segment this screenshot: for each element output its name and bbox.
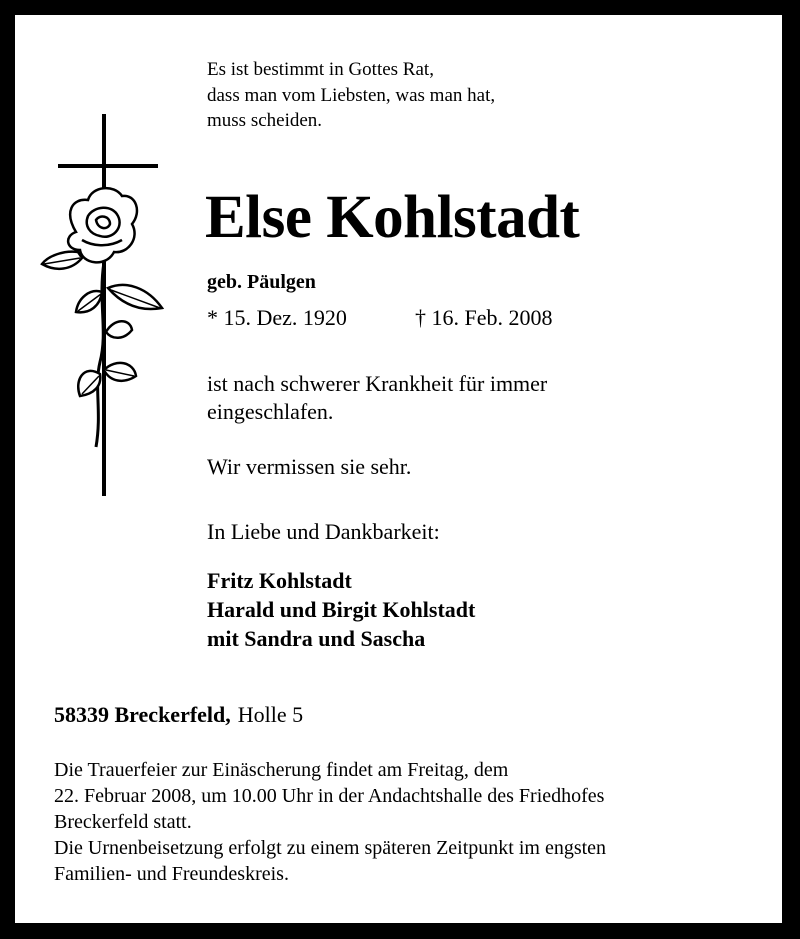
mourner-name: mit Sandra und Sascha [207, 626, 426, 651]
miss-line: Wir vermissen sie sehr. [207, 454, 412, 479]
verse-line: dass man vom Liebsten, was man hat, [207, 85, 496, 106]
message-line: eingeschlafen. [207, 399, 334, 424]
address-street: Holle 5 [237, 702, 304, 727]
deceased-name: Else Kohlstadt [205, 184, 580, 251]
death-date: † 16. Feb. 2008 [415, 305, 553, 330]
verse-line: muss scheiden. [207, 110, 323, 131]
birth-date: * 15. Dez. 1920 [207, 305, 347, 330]
notice-line: Familien- und Freundeskreis. [54, 863, 289, 885]
notice-line: Die Trauerfeier zur Einäscherung findet am Freitag, dem [54, 759, 509, 781]
mourner-name: Harald und Birgit Kohlstadt [207, 597, 476, 622]
mourner-name: Fritz Kohlstadt [207, 568, 352, 593]
love-line: In Liebe und Dankbarkeit: [207, 519, 440, 544]
notice-line: Die Urnenbeisetzung erfolgt zu einem späteren Zeitpunkt im engsten [54, 837, 607, 859]
verse-line: Es ist bestimmt in Gottes Rat, [207, 59, 434, 80]
cross-with-rose-icon [36, 112, 171, 498]
notice-line: 22. Februar 2008, um 10.00 Uhr in der Andachtshalle des Friedhofes [54, 785, 605, 807]
message-line: ist nach schwerer Krankheit für immer [207, 371, 548, 396]
address [54, 704, 303, 727]
address-city: 58339 Breckerfeld, [54, 702, 231, 727]
notice-line: Breckerfeld statt. [54, 811, 192, 833]
maiden-name: geb. Päulgen [207, 271, 316, 293]
